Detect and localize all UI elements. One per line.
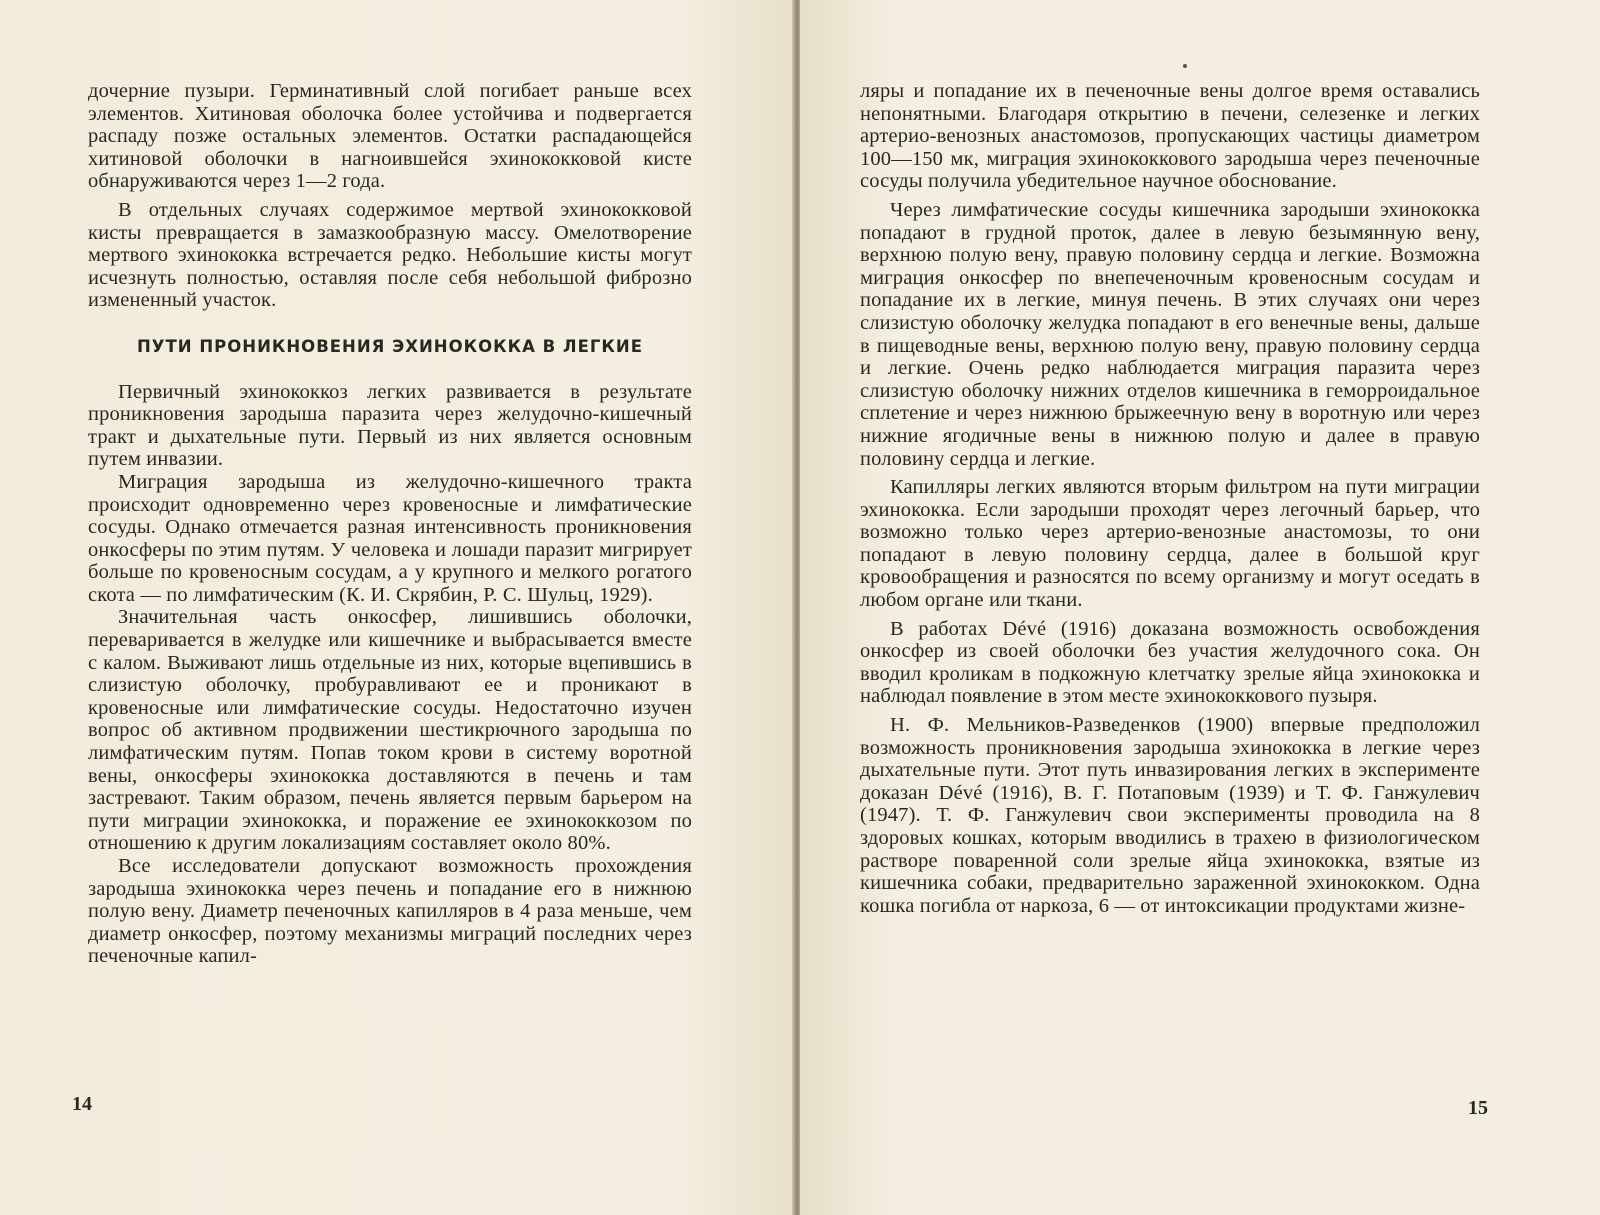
right-page-text — [860, 80, 1480, 917]
print-speck — [1183, 64, 1187, 68]
paragraph: В работах Dévé (1916) доказана возможность освобождения онкосфер из своей оболочки без участия желудочного сока. Он вводил кроликам в подкожную клетчатку зрелые яйца эхинококка и наблюдал появление в этом месте эхинококкового пузыря. — [860, 617, 1480, 708]
left-page — [0, 0, 794, 1215]
paragraph: Все исследователи допускают возможность прохождения зародыша эхинококка через печень и попадание его в нижнюю полую вену. Диаметр печеночных капилляров в 4 раза меньше, чем диаметр онкосфер, поэтому механизмы миграций последних через печеночные капил- — [88, 855, 692, 968]
left-page-text — [88, 80, 692, 968]
paragraph: В отдельных случаях содержимое мертвой эхинококковой кисты превращается в замазкообразную массу. Омелотворение мертвого эхинококка встречается редко. Небольшие кисты могут исчезнуть полностью, оставляя после себя небольшой фиброзно измененный участок. — [88, 198, 692, 312]
paragraph: Первичный эхинококкоз легких развивается в результате проникновения зародыша паразита через желудочно-кишечный тракт и дыхательные пути. Первый из них является основным путем инвазии. — [88, 380, 692, 471]
right-page — [800, 0, 1600, 1215]
section-heading: ПУТИ ПРОНИКНОВЕНИЯ ЭХИНОКОККА В ЛЕГКИЕ — [137, 336, 643, 356]
paragraph: дочерние пузыри. Герминативный слой погибает раньше всех элементов. Хитиновая оболочка более устойчива и подвергается распаду позже остальных элементов. Остатки распадающейся хитиновой оболочки в нагноившейся эхинококковой кисте обнаруживаются через 1—2 года. — [88, 80, 692, 193]
paragraph: Капилляры легких являются вторым фильтром на пути миграции эхинококка. Если зародыши проходят через легочный барьер, что возможно только через артерио-венозные анастомозы, то они попадают в левую половину сердца, далее в большой круг кровообращения и разносятся по всему организму и могут оседать в любом органе или ткани. — [860, 476, 1480, 612]
paragraph: ляры и попадание их в печеночные вены долгое время оставались непонятными. Благодаря открытию в печени, селезенке и легких артерио-венозных анастомозов, пропускающих частицы диаметром 100—150 мк, миграция эхинококкового зародыша через печеночные сосуды получила убедительное научное обоснование. — [860, 80, 1480, 193]
page-number: 15 — [1468, 1097, 1488, 1119]
paragraph: Значительная часть онкосфер, лишившись оболочки, переваривается в желудке или кишечнике и выбрасывается вместе с калом. Выживают лишь отдельные из них, которые вцепившись в слизистую оболочку, пробуравливают ее и проникают в кровеносные или лимфатические сосуды. Недостаточно изучен вопрос об активном продвижении шестикрючного зародыша по лимфатическим путям. Попав током крови в систему воротной вены, онкосферы эхинококка доставляются в печень и там застревают. Таким образом, печень является первым барьером на пути миграции эхинококка, и поражение ее эхинококкозом по отношению к другим локализациям составляет около 80%. — [88, 606, 692, 855]
paragraph: Миграция зародыша из желудочно-кишечного тракта происходит одновременно через кровеносные и лимфатические сосуды. Однако отмечается разная интенсивность проникновения онкосферы по этим путям. У человека и лошади паразит мигрирует больше по кровеносным сосудам, а у крупного и мелкого рогатого скота — по лимфатическим (К. И. Скрябин, Р. С. Шульц, 1929). — [88, 470, 692, 606]
paragraph: Н. Ф. Мельников-Разведенков (1900) впервые предположил возможность проникновения зародыша эхинококка в легкие через дыхательные пути. Этот путь инвазирования легких в эксперименте доказан Dévé (1916), В. Г. Потаповым (1939) и Т. Ф. Ганжулевич (1947). Т. Ф. Ганжулевич свои эксперименты проводила на 8 здоровых кошках, которым вводились в трахею в физиологическом растворе поваренной соли зрелые яйца эхинококка, взятые из кишечника собаки, предварительно зараженной эхинококком. Одна кошка погибла от наркоза, 6 — от интоксикации продуктами жизне- — [860, 714, 1480, 917]
page-number: 14 — [72, 1093, 92, 1115]
paragraph: Через лимфатические сосуды кишечника зародыши эхинококка попадают в грудной проток, далее в левую безымянную вену, верхнюю полую вену, правую половину сердца и легкие. Возможна миграция онкосфер по внепеченочным кровеносным сосудам и попадание их в легкие, минуя печень. В этих случаях они через слизистую оболочку желудка попадают в его венечные вены, дальше в пищеводные вены, верхнюю полую вену, правую половину сердца и легкие. Очень редко наблюдается миграция паразита через слизистую оболочку нижних отделов кишечника в геморроидальное сплетение и через нижнюю брыжеечную вену в воротную или через нижние ягодичные вены в нижнюю полую и далее в правую половину сердца и легкие. — [860, 198, 1480, 470]
